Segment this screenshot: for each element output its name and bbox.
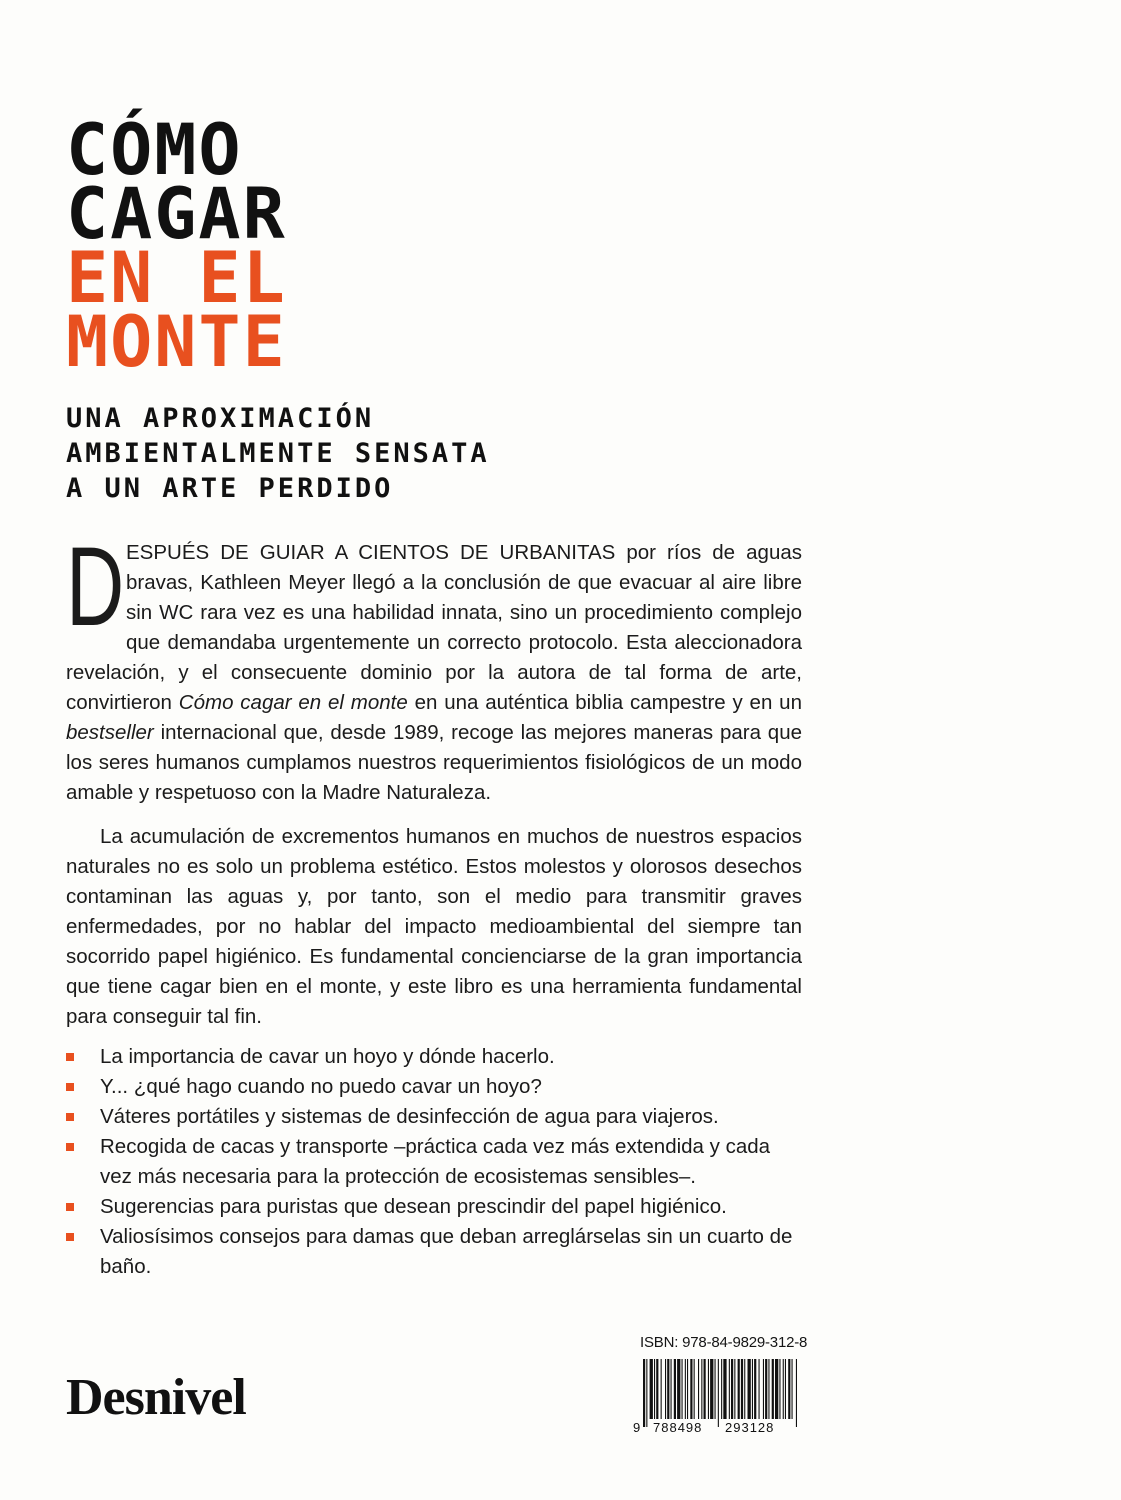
- paragraph-1-text-a: por ríos de aguas bravas, Kathleen Meyer llegó a la conclusión de que evacuar al aire libre sin WC rara vez es una habilidad innata, sino un procedimiento complejo que demandaba urgentemente un correcto protocolo. Esta aleccionadora revelación, y el consecuente dominio por la autora de tal forma de arte, convirtieron: [66, 541, 802, 714]
- list-item-text: Y... ¿qué hago cuando no puedo cavar un hoyo?: [100, 1075, 542, 1098]
- subtitle-line-1: UNA APROXIMACIÓN: [66, 403, 375, 434]
- list-item: [66, 1102, 802, 1132]
- square-bullet-icon: [66, 1113, 74, 1121]
- blurb-paragraph-1: [66, 524, 802, 808]
- title-line-3: EN EL: [66, 237, 287, 319]
- blurb: [66, 524, 802, 1282]
- book-title-italic: Cómo cagar en el monte: [178, 691, 408, 714]
- square-bullet-icon: [66, 1233, 74, 1241]
- list-item: [66, 1132, 802, 1192]
- subtitle-line-3: A UN ARTE PERDIDO: [66, 473, 394, 504]
- barcode-icon: [631, 1355, 806, 1435]
- square-bullet-icon: [66, 1053, 74, 1061]
- drop-cap: D: [66, 524, 125, 649]
- lead-in-caps: ESPUÉS DE GUIAR A CIENTOS DE URBANITAS: [126, 541, 616, 564]
- subtitle-line-2: AMBIENTALMENTE SENSATA: [66, 438, 490, 469]
- barcode-digits-left: 788498: [653, 1420, 703, 1435]
- bestseller-italic: bestseller: [66, 721, 154, 744]
- list-item: [66, 1192, 802, 1222]
- list-item-text: Váteres portátiles y sistemas de desinfección de agua para viajeros.: [100, 1105, 719, 1128]
- paragraph-1-text-b: en una auténtica biblia campestre y en un: [407, 691, 802, 714]
- publisher-logo: Desnivel: [66, 1369, 246, 1426]
- book-title: [66, 109, 287, 383]
- book-subtitle: [66, 401, 490, 506]
- title-line-1: CÓMO: [66, 109, 243, 191]
- feature-list: [66, 1042, 802, 1282]
- paragraph-1-text-c: internacional que, desde 1989, recoge las mejores maneras para que los seres humanos cumplamos nuestros requerimientos fisiológicos de un modo amable y respetuoso con la Madre Naturaleza.: [66, 721, 802, 804]
- list-item-text: Sugerencias para puristas que desean prescindir del papel higiénico.: [100, 1195, 727, 1218]
- list-item-text: Valiosísimos consejos para damas que deban arreglárselas sin un cuarto de baño.: [100, 1225, 793, 1278]
- square-bullet-icon: [66, 1143, 74, 1151]
- square-bullet-icon: [66, 1203, 74, 1211]
- list-item-text: La importancia de cavar un hoyo y dónde hacerlo.: [100, 1045, 555, 1068]
- barcode-first-digit: 9: [633, 1420, 641, 1435]
- barcode-digits-right: 293128: [725, 1420, 775, 1435]
- list-item: [66, 1222, 802, 1282]
- title-line-4: MONTE: [66, 301, 287, 383]
- title-line-2: CAGAR: [66, 173, 287, 255]
- isbn-label: ISBN: 978-84-9829-312-8: [640, 1334, 808, 1351]
- blurb-paragraph-2: La acumulación de excrementos humanos en muchos de nuestros espacios naturales no es solo un problema estético. Estos molestos y olorosos desechos contaminan las aguas y, por tanto, son el medio para transmitir graves enfermedades, por no hablar del impacto medioambiental del siempre tan socorrido papel higiénico. Es fundamental concienciarse de la gran importancia que tiene cagar bien en el monte, y este libro es una herramienta fundamental para conseguir tal fin.: [66, 825, 802, 1028]
- list-item-text: Recogida de cacas y transporte –práctica cada vez más extendida y cada vez más necesaria para la protección de ecosistemas sensibles–.: [100, 1135, 771, 1188]
- square-bullet-icon: [66, 1083, 74, 1091]
- list-item: [66, 1042, 802, 1072]
- list-item: [66, 1072, 802, 1102]
